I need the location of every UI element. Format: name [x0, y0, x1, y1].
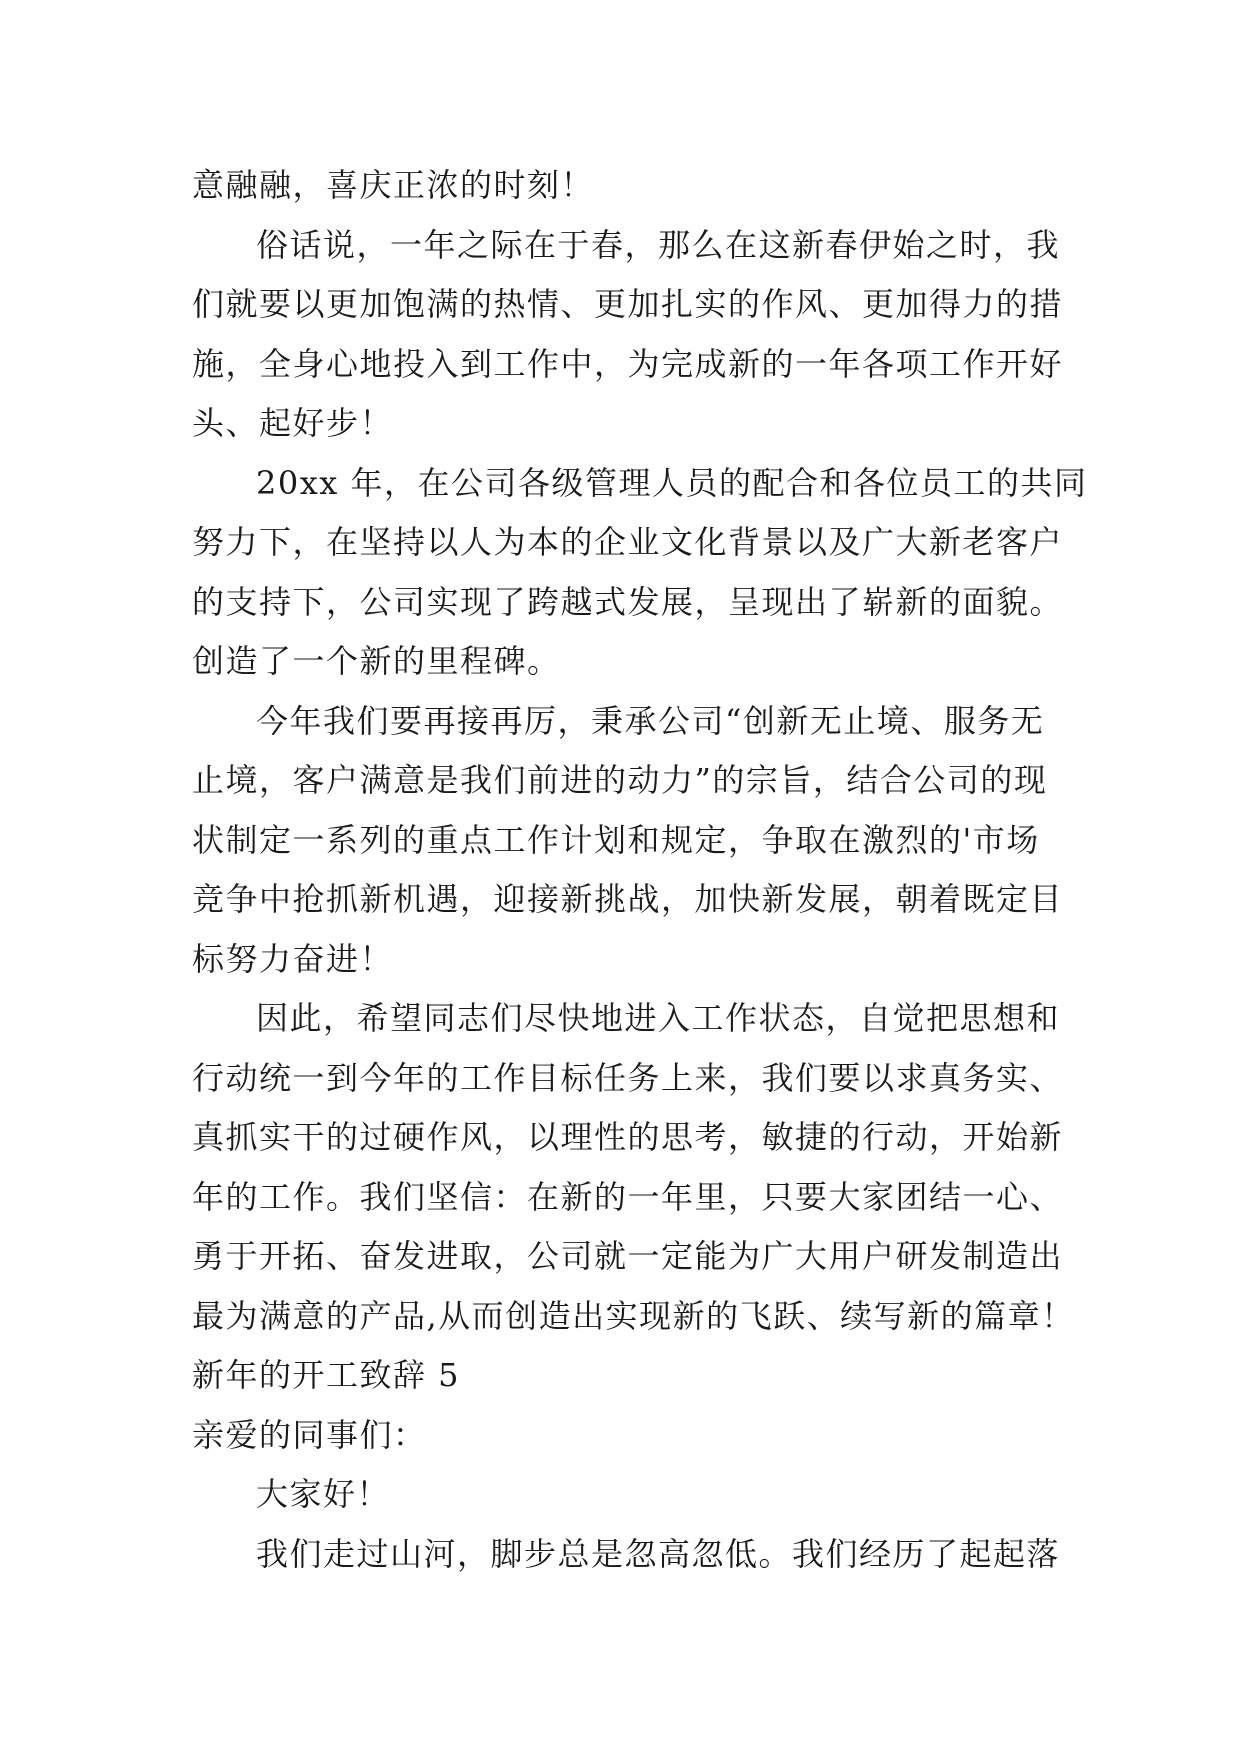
- text-line: 行动统一到今年的工作目标任务上来，我们要以求真务实、: [192, 1058, 1064, 1097]
- paragraph-start-line: 20xx 年，在公司各级管理人员的配合和各位员工的共同: [256, 463, 1088, 502]
- section-heading: 新年的开工致辞 5: [192, 1356, 461, 1394]
- text-line: 最为满意的产品,从而创造出实现新的飞跃、续写新的篇章！: [192, 1296, 1075, 1335]
- text-line: 们就要以更加饱满的热情、更加扎实的作风、更加得力的措: [192, 285, 1064, 323]
- text-line: 努力下，在坚持以人为本的企业文化背景以及广大新老客户: [192, 523, 1064, 561]
- greeting: 大家好！: [256, 1475, 391, 1513]
- salutation: 亲爱的同事们：: [192, 1415, 427, 1454]
- text-line: 创造了一个新的里程碑。: [192, 642, 561, 680]
- text-line: 勇于开拓、奋发进取，公司就一定能为广大用户研发制造出: [192, 1237, 1064, 1275]
- text-line: 意融融，喜庆正浓的时刻！: [192, 166, 595, 204]
- text-line: 施，全身心地投入到工作中，为完成新的一年各项工作开好: [192, 344, 1064, 383]
- paragraph-start-line: 因此，希望同志们尽快地进入工作状态，自觉把思想和: [256, 999, 1061, 1037]
- text-line: 竞争中抢抓新机遇，迎接新挑战，加快新发展，朝着既定目: [192, 880, 1064, 918]
- paragraph-start-line: 今年我们要再接再厉，秉承公司“创新无止境、服务无: [256, 701, 1045, 740]
- text-line: 标努力奋进！: [192, 939, 394, 978]
- text-line: 头、起好步！: [192, 404, 394, 442]
- paragraph-start-line: 俗话说，一年之际在于春，那么在这新春伊始之时，我: [256, 225, 1061, 264]
- text-line: 状制定一系列的重点工作计划和规定，争取在激烈的'市场: [192, 820, 1040, 859]
- document-body: [192, 156, 1088, 1584]
- paragraph-start-line: 我们走过山河，脚步总是忽高忽低。我们经历了起起落: [256, 1534, 1061, 1573]
- text-line: 的支持下，公司实现了跨越式发展，呈现出了崭新的面貌。: [192, 582, 1064, 621]
- text-line: 止境，客户满意是我们前进的动力”的宗旨，结合公司的现: [192, 761, 1048, 799]
- text-line: 年的工作。我们坚信：在新的一年里，只要大家团结一心、: [192, 1177, 1064, 1216]
- text-line: 真抓实干的过硬作风，以理性的思考，敏捷的行动，开始新: [192, 1118, 1064, 1156]
